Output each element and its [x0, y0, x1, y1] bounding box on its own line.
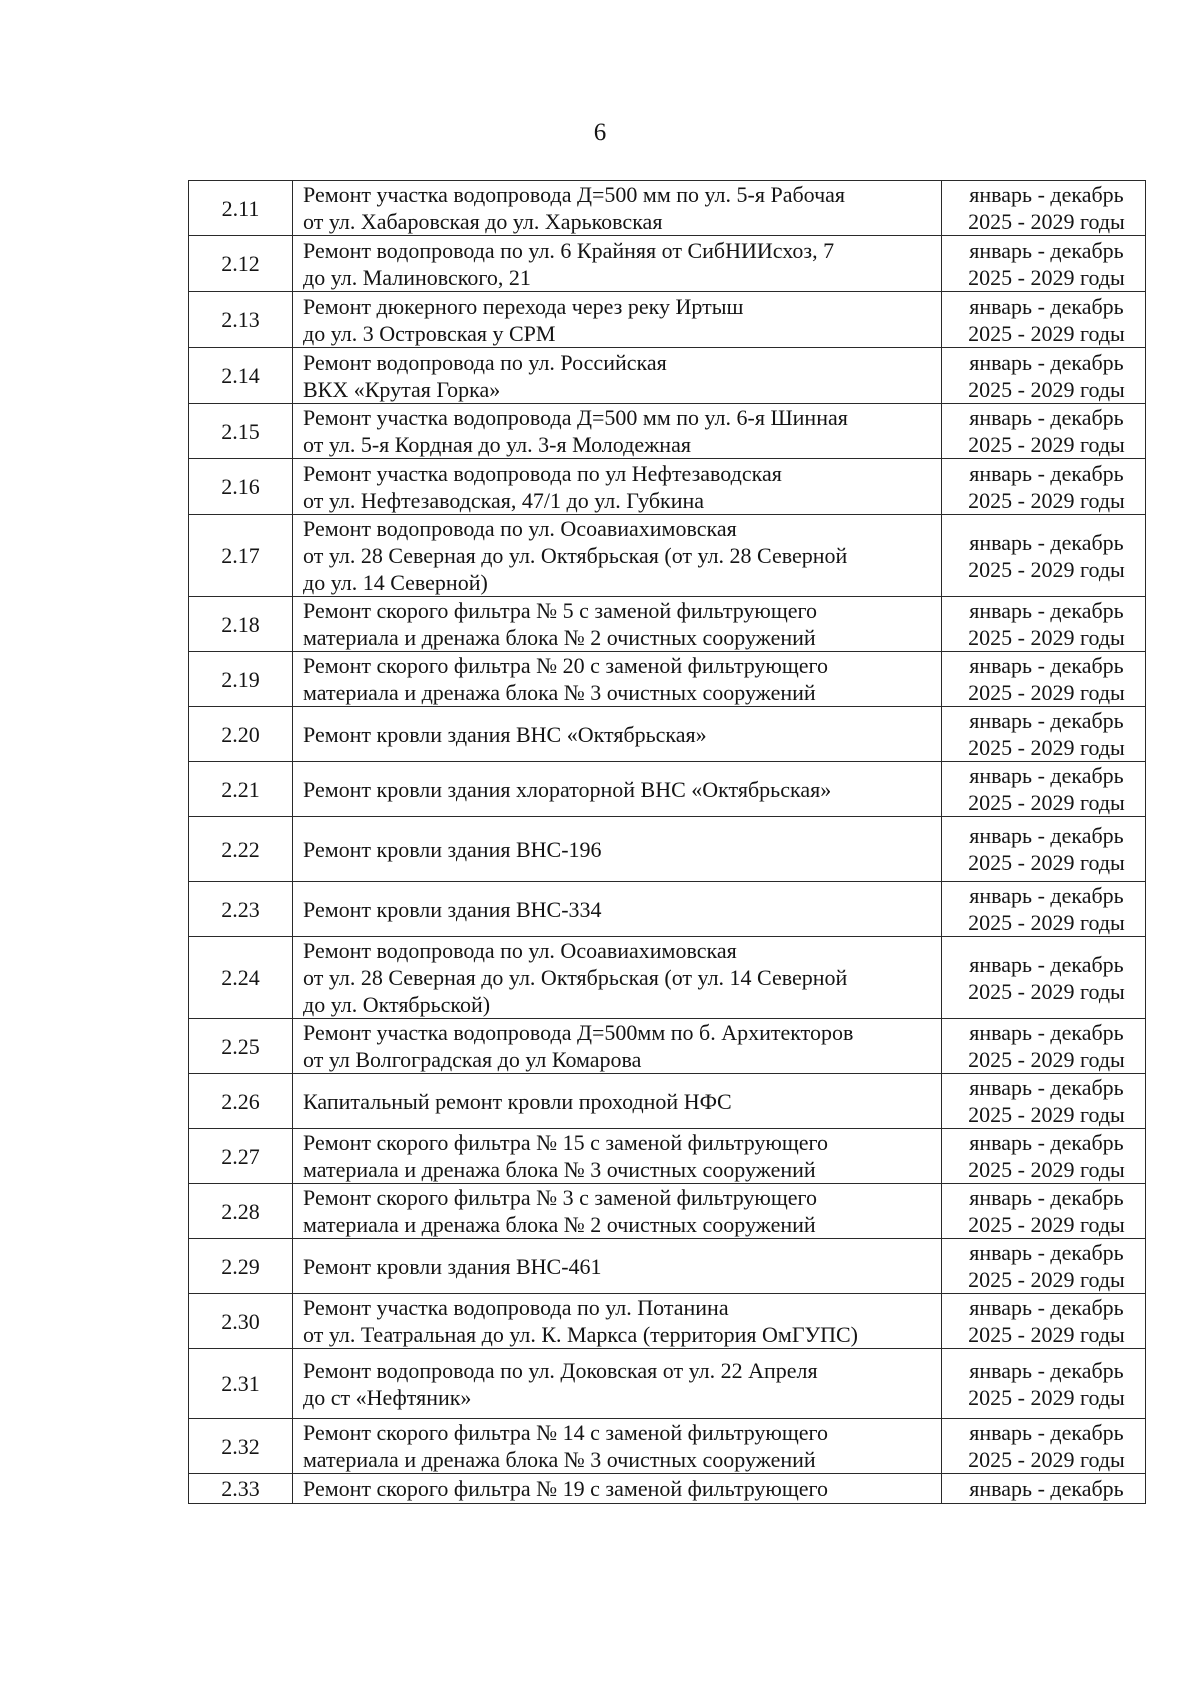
item-number-cell: 2.30 — [189, 1294, 293, 1349]
execution-term-cell — [942, 1474, 1146, 1504]
execution-term-line: январь - декабрь — [969, 237, 1124, 263]
work-description-line: материала и дренажа блока № 2 очистных сооружений — [303, 1212, 816, 1237]
item-number-cell: 2.28 — [189, 1184, 293, 1239]
table-row — [189, 707, 1146, 762]
repair-plan-table — [188, 180, 1146, 1504]
execution-term-line: 2025 - 2029 годы — [968, 1322, 1125, 1347]
work-description-line: Капитальный ремонт кровли проходной НФС — [303, 1088, 732, 1114]
work-description-cell — [293, 292, 942, 348]
work-description-line: от ул. Хабаровская до ул. Харьковская — [303, 209, 663, 234]
work-description-line: ВКХ «Крутая Горка» — [303, 376, 501, 402]
execution-term-line: 2025 - 2029 годы — [968, 680, 1125, 705]
table-row — [189, 1419, 1146, 1474]
work-description-cell — [293, 1129, 942, 1184]
table-row — [189, 515, 1146, 597]
work-description-line: Ремонт кровли здания ВНС «Октябрьская» — [303, 721, 707, 747]
work-description-cell — [293, 1239, 942, 1294]
execution-term-cell — [942, 707, 1146, 762]
item-number-cell: 2.33 — [189, 1474, 293, 1504]
table-row — [189, 1239, 1146, 1294]
execution-term-line: 2025 - 2029 годы — [968, 850, 1125, 875]
work-description-line: Ремонт водопровода по ул. Осоавиахимовская — [303, 516, 737, 541]
work-description-cell — [293, 762, 942, 817]
work-description-line: Ремонт кровли здания ВНС-196 — [303, 836, 602, 862]
execution-term-cell — [942, 1349, 1146, 1419]
execution-term-cell — [942, 1074, 1146, 1129]
work-description-cell — [293, 937, 942, 1019]
work-description-line: Ремонт участка водопровода по ул Нефтезаводская — [303, 460, 782, 486]
work-description-line: материала и дренажа блока № 3 очистных сооружений — [303, 1157, 816, 1182]
execution-term-line: январь - декабрь — [969, 951, 1124, 977]
work-description-line: Ремонт водопровода по ул. Осоавиахимовская — [303, 938, 737, 963]
execution-term-line: январь - декабрь — [969, 529, 1124, 555]
execution-term-line: январь - декабрь — [969, 1185, 1124, 1210]
work-description-line: Ремонт водопровода по ул. Российская — [303, 349, 667, 375]
execution-term-line: январь - декабрь — [969, 708, 1124, 733]
execution-term-line: 2025 - 2029 годы — [968, 1267, 1125, 1292]
item-number-cell: 2.19 — [189, 652, 293, 707]
execution-term-line: 2025 - 2029 годы — [968, 209, 1125, 234]
execution-term-line: январь - декабрь — [969, 1476, 1124, 1501]
work-description-cell — [293, 652, 942, 707]
execution-term-line: 2025 - 2029 годы — [968, 1047, 1125, 1072]
table-row — [189, 1184, 1146, 1239]
execution-term-line: 2025 - 2029 годы — [968, 1157, 1125, 1182]
work-description-cell — [293, 459, 942, 515]
execution-term-line: январь - декабрь — [969, 1420, 1124, 1445]
execution-term-line: 2025 - 2029 годы — [968, 978, 1125, 1004]
table-row — [189, 236, 1146, 292]
work-description-cell — [293, 1349, 942, 1419]
table-row — [189, 597, 1146, 652]
execution-term-line: 2025 - 2029 годы — [968, 487, 1125, 513]
execution-term-line: январь - декабрь — [969, 1295, 1124, 1320]
execution-term-line: январь - декабрь — [969, 1357, 1124, 1383]
item-number-cell: 2.26 — [189, 1074, 293, 1129]
item-number-cell: 2.20 — [189, 707, 293, 762]
work-description-cell — [293, 404, 942, 459]
work-description-cell — [293, 1184, 942, 1239]
execution-term-cell — [942, 882, 1146, 937]
work-description-cell — [293, 1419, 942, 1474]
work-description-line: Ремонт дюкерного перехода через реку Иртыш — [303, 293, 744, 319]
work-description-cell — [293, 348, 942, 404]
execution-term-line: январь - декабрь — [969, 460, 1124, 486]
execution-term-line: 2025 - 2029 годы — [968, 790, 1125, 815]
execution-term-cell — [942, 937, 1146, 1019]
work-description-line: Ремонт участка водопровода Д=500мм по б. Архитекторов — [303, 1020, 854, 1045]
work-description-cell — [293, 1074, 942, 1129]
table-row — [189, 1129, 1146, 1184]
item-number-cell: 2.25 — [189, 1019, 293, 1074]
work-description-line: материала и дренажа блока № 3 очистных сооружений — [303, 1447, 816, 1472]
work-description-line: до ст «Нефтяник» — [303, 1384, 472, 1410]
work-description-cell — [293, 817, 942, 882]
work-description-line: от ул. Театральная до ул. К. Маркса (территория ОмГУПС) — [303, 1322, 859, 1347]
work-description-line: Ремонт скорого фильтра № 15 с заменой фильтрующего — [303, 1130, 829, 1155]
table-row — [189, 1019, 1146, 1074]
item-number-cell: 2.18 — [189, 597, 293, 652]
execution-term-cell — [942, 181, 1146, 236]
execution-term-cell — [942, 597, 1146, 652]
execution-term-cell — [942, 515, 1146, 597]
execution-term-line: 2025 - 2029 годы — [968, 320, 1125, 346]
work-description-cell — [293, 1294, 942, 1349]
execution-term-line: 2025 - 2029 годы — [968, 432, 1125, 457]
item-number-cell: 2.15 — [189, 404, 293, 459]
item-number-cell: 2.31 — [189, 1349, 293, 1419]
table-row — [189, 181, 1146, 236]
execution-term-line: 2025 - 2029 годы — [968, 264, 1125, 290]
execution-term-line: январь - декабрь — [969, 1240, 1124, 1265]
work-description-cell — [293, 1474, 942, 1504]
execution-term-cell — [942, 1239, 1146, 1294]
execution-term-line: январь - декабрь — [969, 293, 1124, 319]
execution-term-cell — [942, 1184, 1146, 1239]
table-row — [189, 1349, 1146, 1419]
work-description-line: Ремонт скорого фильтра № 14 с заменой фильтрующего — [303, 1420, 829, 1445]
item-number-cell: 2.13 — [189, 292, 293, 348]
execution-term-cell — [942, 652, 1146, 707]
execution-term-line: январь - декабрь — [969, 1130, 1124, 1155]
execution-term-line: январь - декабрь — [969, 405, 1124, 430]
item-number-cell: 2.12 — [189, 236, 293, 292]
table-row — [189, 459, 1146, 515]
execution-term-line: 2025 - 2029 годы — [968, 1212, 1125, 1237]
work-description-line: от ул. Нефтезаводская, 47/1 до ул. Губкина — [303, 487, 705, 513]
work-description-cell — [293, 236, 942, 292]
work-description-line: до ул. Октябрьской) — [303, 992, 491, 1017]
work-description-line: до ул. 14 Северной) — [303, 570, 488, 595]
work-description-line: материала и дренажа блока № 2 очистных сооружений — [303, 625, 816, 650]
execution-term-line: январь - декабрь — [969, 349, 1124, 375]
work-description-cell — [293, 515, 942, 597]
execution-term-line: 2025 - 2029 годы — [968, 376, 1125, 402]
item-number-cell: 2.16 — [189, 459, 293, 515]
execution-term-cell — [942, 817, 1146, 882]
work-description-line: Ремонт участка водопровода Д=500 мм по ул. 5-я Рабочая — [303, 182, 846, 207]
execution-term-line: январь - декабрь — [969, 653, 1124, 678]
work-description-line: Ремонт водопровода по ул. 6 Крайняя от СибНИИсхоз, 7 — [303, 237, 835, 263]
execution-term-cell — [942, 236, 1146, 292]
table-row — [189, 882, 1146, 937]
work-description-cell — [293, 597, 942, 652]
item-number-cell: 2.22 — [189, 817, 293, 882]
table-row — [189, 762, 1146, 817]
work-description-line: от ул. 28 Северная до ул. Октябрьская (от ул. 28 Северной — [303, 543, 848, 568]
execution-term-line: 2025 - 2029 годы — [968, 1102, 1125, 1127]
table-row — [189, 937, 1146, 1019]
work-description-line: Ремонт скорого фильтра № 5 с заменой фильтрующего — [303, 598, 818, 623]
execution-term-line: 2025 - 2029 годы — [968, 556, 1125, 582]
table-row — [189, 292, 1146, 348]
table-row — [189, 1294, 1146, 1349]
execution-term-line: январь - декабрь — [969, 823, 1124, 848]
table-row — [189, 348, 1146, 404]
work-description-cell — [293, 707, 942, 762]
work-description-line: Ремонт участка водопровода Д=500 мм по ул. 6-я Шинная — [303, 405, 848, 430]
work-description-line: Ремонт кровли здания ВНС-461 — [303, 1253, 602, 1279]
work-description-line: до ул. Малиновского, 21 — [303, 264, 531, 290]
execution-term-line: январь - декабрь — [969, 598, 1124, 623]
page-number: 6 — [593, 119, 607, 146]
item-number-cell: 2.17 — [189, 515, 293, 597]
execution-term-line: 2025 - 2029 годы — [968, 910, 1125, 935]
execution-term-line: январь - декабрь — [969, 883, 1124, 908]
work-description-cell — [293, 882, 942, 937]
execution-term-line: январь - декабрь — [969, 763, 1124, 788]
execution-term-cell — [942, 1019, 1146, 1074]
work-description-line: от ул Волгоградская до ул Комарова — [303, 1047, 642, 1072]
work-description-line: материала и дренажа блока № 3 очистных сооружений — [303, 680, 816, 705]
execution-term-line: январь - декабрь — [969, 1075, 1124, 1100]
execution-term-line: 2025 - 2029 годы — [968, 1384, 1125, 1410]
table-row — [189, 1474, 1146, 1504]
item-number-cell: 2.32 — [189, 1419, 293, 1474]
execution-term-cell — [942, 1294, 1146, 1349]
work-description-line: Ремонт кровли здания хлораторной ВНС «Октябрьская» — [303, 776, 832, 802]
execution-term-cell — [942, 1419, 1146, 1474]
item-number-cell: 2.27 — [189, 1129, 293, 1184]
execution-term-cell — [942, 348, 1146, 404]
execution-term-line: январь - декабрь — [969, 1020, 1124, 1045]
table-row — [189, 817, 1146, 882]
execution-term-line: 2025 - 2029 годы — [968, 625, 1125, 650]
item-number-cell: 2.11 — [189, 181, 293, 236]
table-row — [189, 404, 1146, 459]
execution-term-cell — [942, 292, 1146, 348]
work-description-line: от ул. 5-я Кордная до ул. 3-я Молодежная — [303, 432, 691, 457]
work-description-line: Ремонт участка водопровода по ул. Потанина — [303, 1295, 729, 1320]
work-description-line: Ремонт кровли здания ВНС-334 — [303, 896, 602, 922]
table-row — [189, 652, 1146, 707]
execution-term-cell — [942, 459, 1146, 515]
execution-term-line: 2025 - 2029 годы — [968, 735, 1125, 760]
table-row — [189, 1074, 1146, 1129]
execution-term-cell — [942, 1129, 1146, 1184]
item-number-cell: 2.29 — [189, 1239, 293, 1294]
execution-term-line: 2025 - 2029 годы — [968, 1447, 1125, 1472]
item-number-cell: 2.21 — [189, 762, 293, 817]
work-description-line: Ремонт скорого фильтра № 3 с заменой фильтрующего — [303, 1185, 818, 1210]
execution-term-line: январь - декабрь — [969, 182, 1124, 207]
work-description-line: от ул. 28 Северная до ул. Октябрьская (от ул. 14 Северной — [303, 965, 848, 990]
work-description-cell — [293, 1019, 942, 1074]
work-description-line: Ремонт водопровода по ул. Доковская от ул. 22 Апреля — [303, 1357, 818, 1383]
work-description-line: до ул. 3 Островская у СРМ — [303, 320, 556, 346]
work-description-line: Ремонт скорого фильтра № 20 с заменой фильтрующего — [303, 653, 829, 678]
item-number-cell: 2.24 — [189, 937, 293, 1019]
item-number-cell: 2.14 — [189, 348, 293, 404]
table-body — [189, 181, 1146, 1504]
execution-term-cell — [942, 404, 1146, 459]
work-description-line: Ремонт скорого фильтра № 19 с заменой фильтрующего — [303, 1476, 829, 1501]
work-description-cell — [293, 181, 942, 236]
execution-term-cell — [942, 762, 1146, 817]
item-number-cell: 2.23 — [189, 882, 293, 937]
